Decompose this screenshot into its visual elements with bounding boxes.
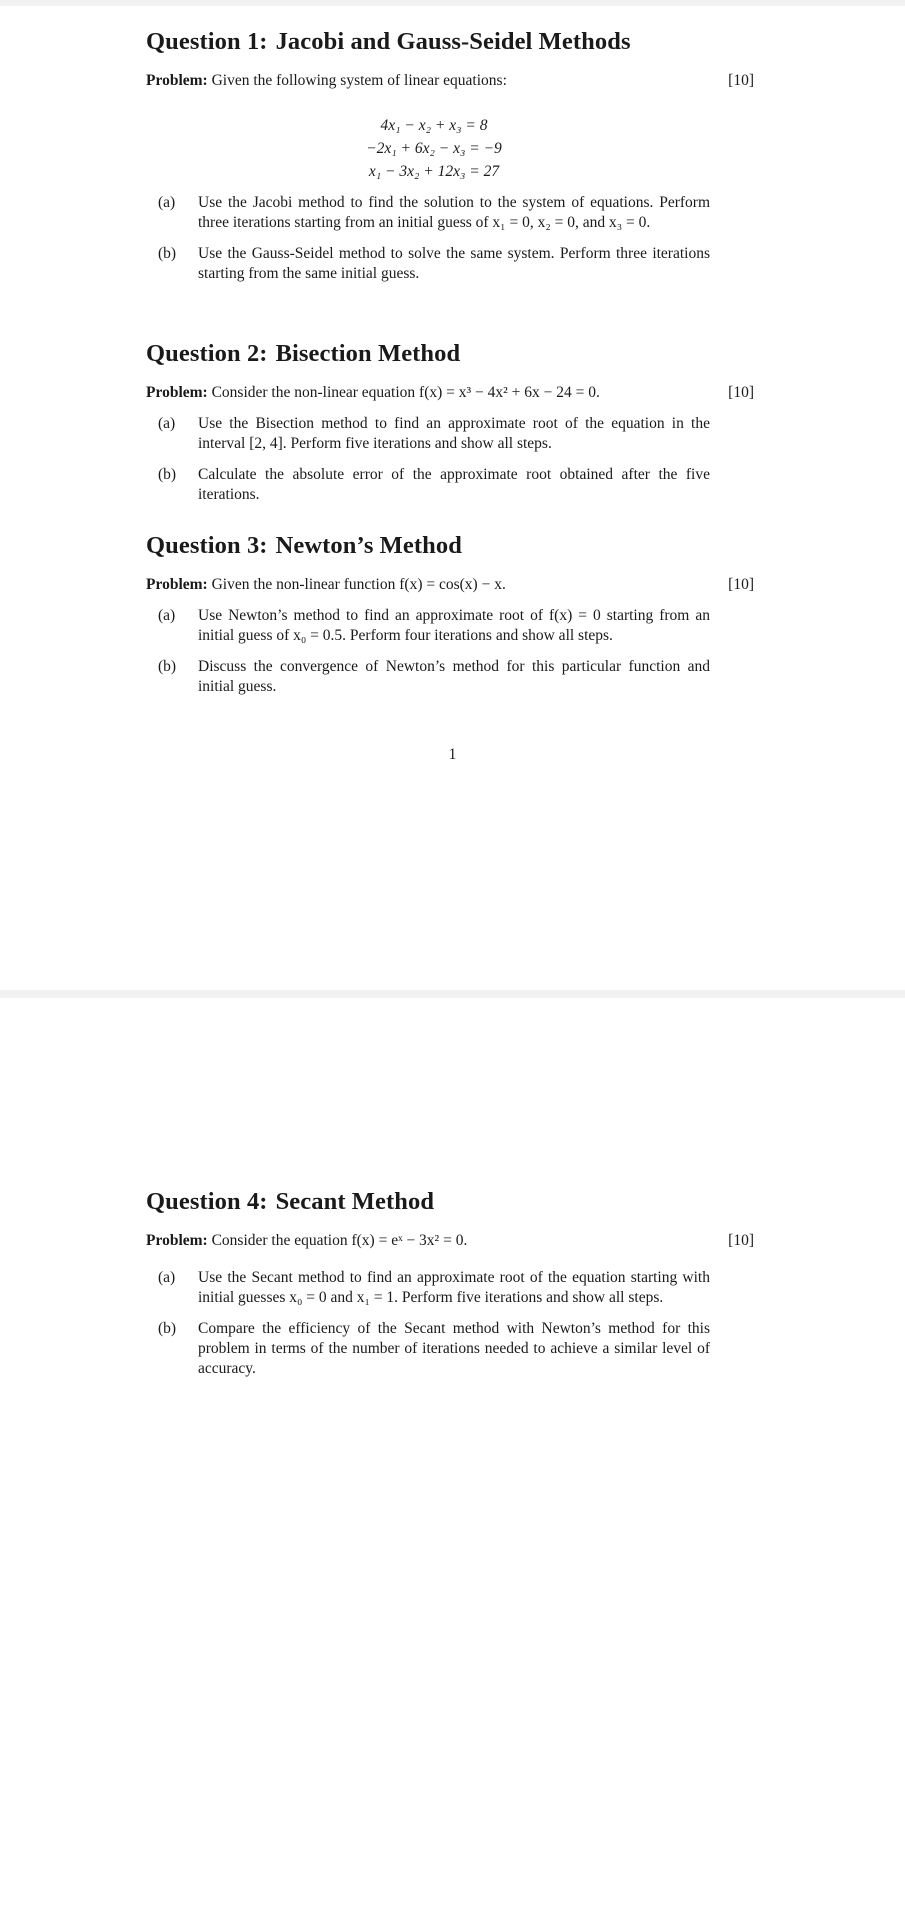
sub-questions [146, 414, 710, 505]
part-marker: (b) [158, 658, 177, 675]
problem-label: Problem: [146, 576, 208, 593]
question-title: Question 2: Bisection Method [146, 340, 461, 367]
part-marker: (a) [158, 607, 176, 624]
part-text: Calculate the absolute error of the approximate root obtained after the five iterations. [198, 466, 710, 503]
part-marker: (b) [158, 1320, 177, 1337]
part-text: Use the Jacobi method to find the solution to the system of equations. Perform three iterations starting from an initial guess of x₁ = 0, x₂ = 0, and x₃ = 0. [198, 194, 710, 231]
document-page-2 [0, 998, 905, 1920]
question-4 [146, 1188, 754, 1390]
problem-statement [146, 1232, 754, 1254]
problem-statement [146, 384, 754, 406]
part-text: Use the Secant method to find an approximate root of the equation starting with initial guesses x₀ = 0 and x₁ = 1. Perform five iterations and show all steps. [198, 1269, 710, 1306]
part-text: Use the Bisection method to find an approximate root of the equation in the interval [2, 4]. Perform five iterations and show all steps. [198, 415, 710, 452]
problem-statement [146, 72, 754, 94]
equation-row: x₁ − 3x₂ + 12x₃ = 27 [368, 163, 500, 180]
problem-label: Problem: [146, 72, 208, 89]
question-2 [146, 340, 754, 516]
sub-question [158, 606, 710, 646]
sub-question [158, 193, 710, 233]
part-marker: (b) [158, 245, 177, 262]
question-title: Question 1: Jacobi and Gauss-Seidel Methods [146, 28, 631, 55]
sub-question [158, 244, 710, 284]
question-title: Question 4: Secant Method [146, 1188, 435, 1215]
sub-questions [146, 606, 710, 697]
part-text: Compare the efficiency of the Secant method with Newton’s method for this problem in terms of the number of iterations needed to achieve a similar level of accuracy. [198, 1320, 710, 1377]
problem-label: Problem: [146, 1232, 208, 1249]
marks-badge: [10] [728, 384, 754, 401]
marks-badge: [10] [728, 576, 754, 593]
problem-text: Consider the equation f(x) = eˣ − 3x² = 0. [211, 1232, 468, 1249]
part-marker: (a) [158, 1269, 176, 1286]
sub-questions [146, 1268, 710, 1379]
sub-question [158, 414, 710, 454]
equation-row: −2x₁ + 6x₂ − x₃ = −9 [366, 140, 502, 157]
part-text: Use Newton’s method to find an approximate root of f(x) = 0 starting from an initial guess of x₀ = 0.5. Perform four iterations and show all steps. [198, 607, 710, 644]
problem-label: Problem: [146, 384, 208, 401]
equation-row: 4x₁ − x₂ + x₃ = 8 [380, 117, 488, 134]
problem-text: Given the non-linear function f(x) = cos(x) − x. [211, 576, 506, 593]
equation-system [146, 114, 754, 183]
part-marker: (a) [158, 194, 176, 211]
sub-question [158, 465, 710, 505]
sub-question [158, 1319, 710, 1379]
part-text: Use the Gauss-Seidel method to solve the same system. Perform three iterations starting from the same initial guess. [198, 245, 710, 282]
sub-questions [146, 193, 710, 284]
document-page-1 [0, 6, 905, 990]
sub-question [158, 1268, 710, 1308]
question-3 [146, 532, 754, 708]
marks-badge: [10] [728, 1232, 754, 1249]
question-1 [146, 28, 754, 295]
problem-text: Given the following system of linear equations: [211, 72, 507, 89]
part-marker: (a) [158, 415, 176, 432]
sub-question [158, 657, 710, 697]
part-text: Discuss the convergence of Newton’s method for this particular function and initial guess. [198, 658, 710, 695]
problem-statement [146, 576, 754, 598]
page-number: 1 [448, 746, 457, 763]
problem-text: Consider the non-linear equation f(x) = x³ − 4x² + 6x − 24 = 0. [211, 384, 600, 401]
marks-badge: [10] [728, 72, 754, 89]
part-marker: (b) [158, 466, 177, 483]
question-title: Question 3: Newton’s Method [146, 532, 462, 559]
